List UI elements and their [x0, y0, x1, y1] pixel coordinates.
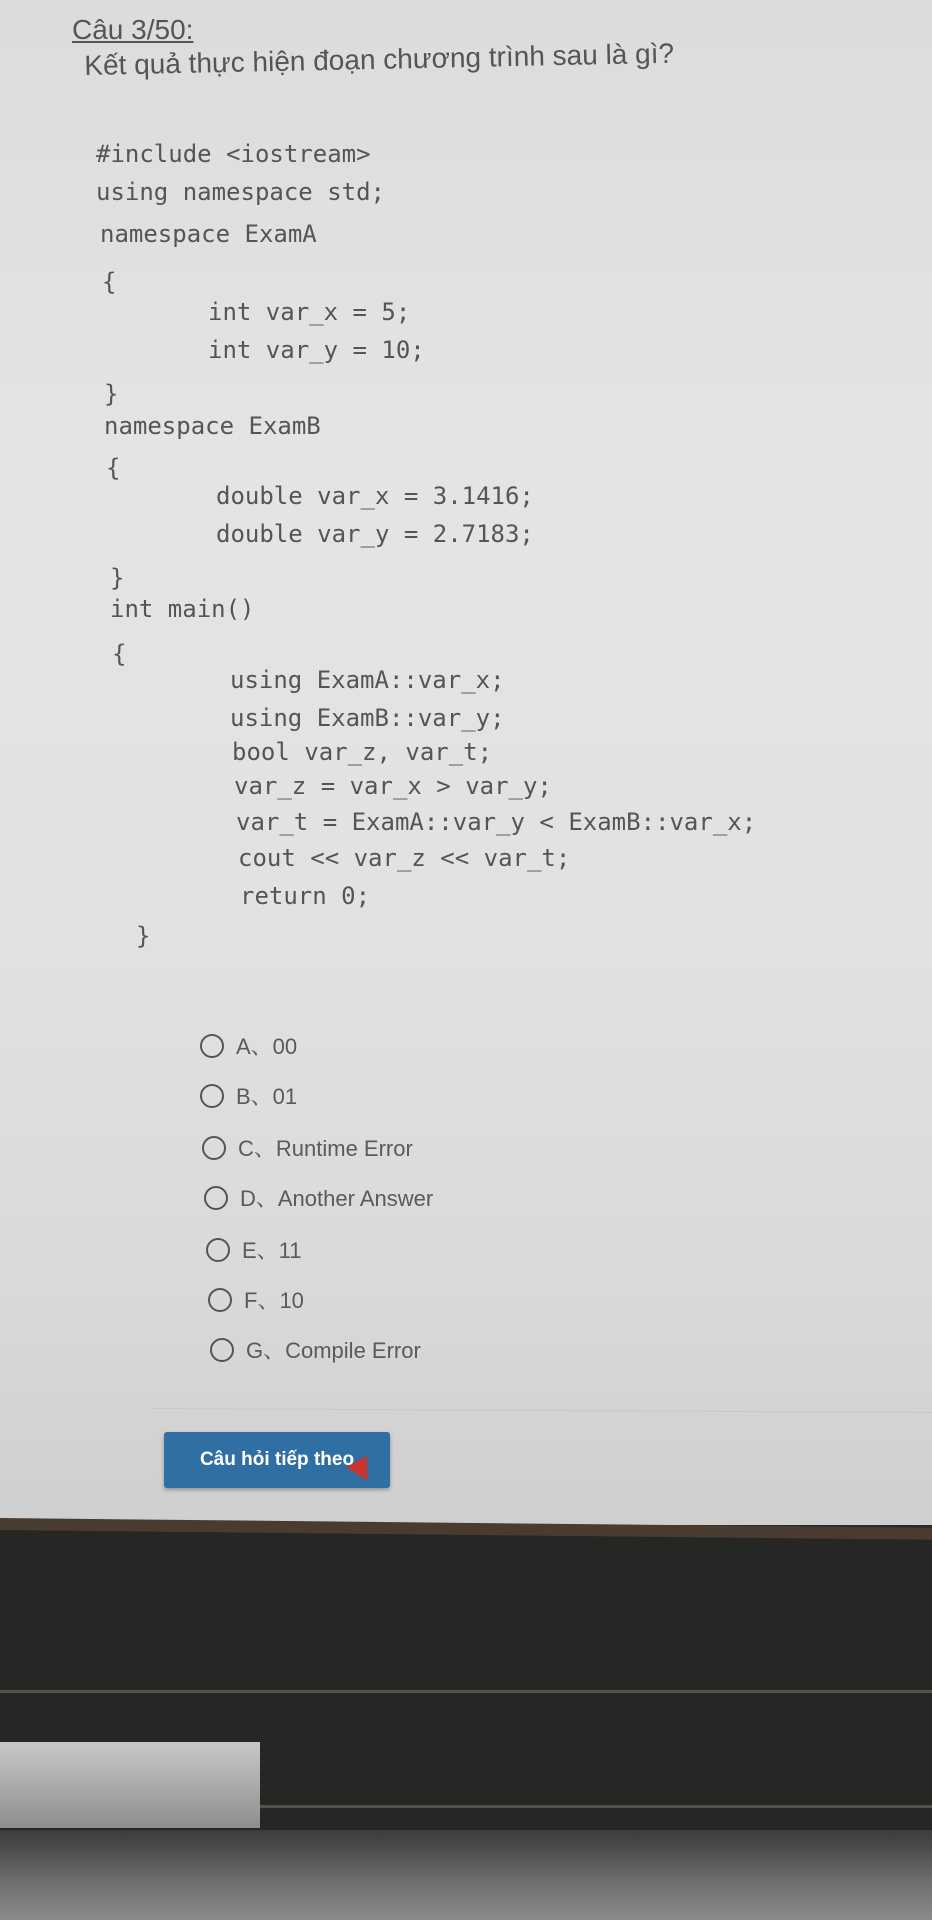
- code-line: double var_y = 2.7183;: [216, 520, 534, 548]
- question-prompt: Kết quả thực hiện đoạn chương trình sau là gì?: [84, 37, 675, 81]
- bezel-panel: [0, 1742, 260, 1828]
- code-line: }: [104, 380, 119, 408]
- code-line: #include <iostream>: [96, 140, 371, 168]
- radio-button[interactable]: [210, 1338, 234, 1362]
- divider: [150, 1408, 932, 1413]
- code-line: cout << var_z << var_t;: [238, 844, 571, 872]
- option-label: B、01: [236, 1084, 298, 1109]
- code-line: using ExamA::var_x;: [230, 666, 505, 694]
- radio-button[interactable]: [200, 1034, 224, 1058]
- radio-button[interactable]: [208, 1288, 232, 1312]
- code-line: {: [112, 640, 127, 668]
- radio-button[interactable]: [202, 1136, 226, 1160]
- option-label: G、Compile Error: [246, 1338, 421, 1363]
- next-question-button[interactable]: Câu hỏi tiếp theo: [164, 1432, 390, 1488]
- code-line: double var_x = 3.1416;: [216, 482, 534, 510]
- code-line: }: [136, 922, 151, 950]
- code-line: using namespace std;: [96, 178, 385, 206]
- option-d[interactable]: [204, 1182, 433, 1213]
- option-label: E、11: [242, 1238, 302, 1263]
- radio-button[interactable]: [206, 1238, 230, 1262]
- code-line: int main(): [110, 595, 255, 623]
- bezel-edge: [260, 1805, 932, 1808]
- code-line: int var_y = 10;: [208, 336, 425, 364]
- radio-button[interactable]: [204, 1186, 228, 1210]
- option-c[interactable]: [202, 1132, 413, 1163]
- code-line: {: [102, 268, 117, 296]
- code-line: using ExamB::var_y;: [230, 704, 505, 732]
- option-e[interactable]: [206, 1234, 302, 1265]
- code-line: namespace ExamB: [104, 412, 321, 440]
- code-line: int var_x = 5;: [208, 298, 411, 326]
- code-line: namespace ExamA: [100, 220, 317, 248]
- code-line: var_t = ExamA::var_y < ExamB::var_x;: [236, 808, 757, 836]
- question-number: Câu 3/50:: [72, 14, 194, 45]
- code-line: {: [106, 454, 121, 482]
- code-line: return 0;: [240, 882, 371, 910]
- option-label: A、00: [236, 1034, 298, 1059]
- bezel-edge: [0, 1690, 932, 1693]
- option-g[interactable]: [210, 1334, 421, 1365]
- code-line: bool var_z, var_t;: [232, 738, 493, 766]
- radio-button[interactable]: [200, 1084, 224, 1108]
- option-label: C、Runtime Error: [238, 1136, 413, 1161]
- option-f[interactable]: [208, 1284, 304, 1315]
- desk-surface: [0, 1830, 932, 1920]
- code-line: }: [110, 564, 125, 592]
- option-b[interactable]: [200, 1080, 297, 1111]
- option-label: F、10: [244, 1288, 304, 1313]
- option-label: D、Another Answer: [240, 1186, 434, 1211]
- option-a[interactable]: [200, 1030, 297, 1061]
- code-line: var_z = var_x > var_y;: [234, 772, 552, 800]
